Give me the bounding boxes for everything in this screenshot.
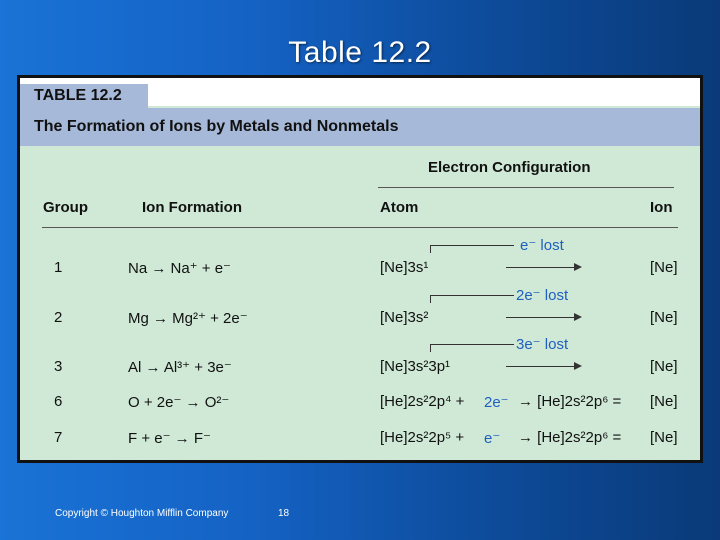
ion-formation-cell: Na → Na⁺ + e⁻ [128, 260, 231, 277]
ion-formation-cell: O + 2e⁻ → O²⁻ [128, 394, 230, 411]
lost-indicator [430, 239, 520, 259]
table-frame [17, 75, 703, 463]
lost-indicator [430, 338, 520, 358]
group-cell: 2 [54, 309, 63, 326]
table-caption: The Formation of Ions by Metals and Nonmetals [20, 108, 700, 146]
table-body [20, 78, 700, 460]
result-config-cell: → [He]2s²2p⁶ = [518, 429, 622, 446]
ion-formation-cell: Al → Al³⁺ + 3e⁻ [128, 359, 232, 376]
ion-formation-cell: Mg → Mg²⁺ + 2e⁻ [128, 310, 248, 327]
header-ion: Ion [650, 199, 673, 216]
ion-config-cell: [Ne] [650, 309, 678, 326]
atom-config-cell: [Ne]3s²3p¹ [380, 358, 451, 375]
lost-label: e⁻ lost [520, 237, 564, 254]
copyright-text: Copyright © Houghton Mifflin Company [55, 508, 229, 519]
atom-config-cell: [Ne]3s² [380, 309, 429, 326]
electrons-added: e⁻ [484, 430, 501, 447]
group-cell: 1 [54, 259, 63, 276]
lost-label: 3e⁻ lost [516, 336, 569, 353]
ion-config-cell: [Ne] [650, 358, 678, 375]
configuration-arrow [506, 262, 582, 272]
electron-configuration-header: Electron Configuration [428, 159, 591, 176]
header-ion-formation: Ion Formation [142, 199, 242, 216]
lost-indicator [430, 289, 520, 309]
header-rule [42, 227, 678, 228]
configuration-arrow [506, 361, 582, 371]
ion-config-cell: [Ne] [650, 393, 678, 410]
atom-config-cell: [He]2s²2p⁵ + [380, 429, 465, 446]
header-group: Group [43, 199, 88, 216]
result-config-cell: → [He]2s²2p⁶ = [518, 393, 622, 410]
page-number: 18 [278, 508, 290, 519]
electrons-added: 2e⁻ [484, 394, 509, 411]
group-cell: 7 [54, 429, 63, 446]
slide-title: Table 12.2 [288, 36, 432, 69]
ion-config-cell: [Ne] [650, 429, 678, 446]
group-cell: 6 [54, 393, 63, 410]
atom-config-cell: [Ne]3s¹ [380, 259, 429, 276]
ion-formation-cell: F + e⁻ → F⁻ [128, 430, 211, 447]
lost-label: 2e⁻ lost [516, 287, 569, 304]
configuration-arrow [506, 312, 582, 322]
header-atom: Atom [380, 199, 419, 216]
group-cell: 3 [54, 358, 63, 375]
ion-config-cell: [Ne] [650, 259, 678, 276]
table-tab-label: TABLE 12.2 [20, 84, 148, 108]
atom-config-cell: [He]2s²2p⁴ + [380, 393, 465, 410]
super-header-rule [378, 187, 674, 188]
